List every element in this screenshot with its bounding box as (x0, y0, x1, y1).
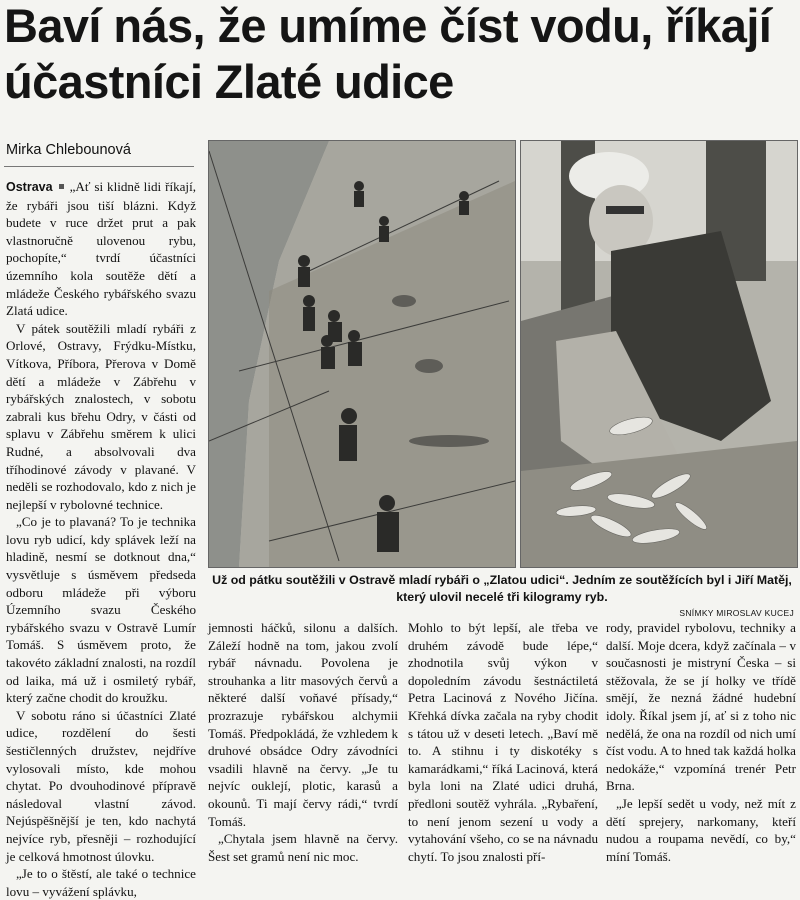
paragraph: Mohlo to být lepší, ale třeba ve druhém závodě bude lépe,“ zhodnotila svůj výkon v dopoledním závodu šestnáctiletá Petra Lacinová z Nového Jičína. Křehká dívka začala na ryby chodit s tátou už v deseti letech. „Baví mě to. A stihnu i ty diskotéky s kamarádkami,“ říká Lacinová, která byla loni na Zlaté udici druhá, předloni soutěž vyhrála. „Rybaření, to není jenom sezení u vody a vytahování všeho, co se na návnadu chytí. To jsou znalosti pří- (408, 620, 598, 864)
paragraph: „Je to o štěstí, ale také o technice lovu – vyvážení splávku, (6, 866, 196, 899)
boy-with-fish-illustration (521, 141, 797, 567)
paragraph: „Je lepší sedět u vody, než mít z dětí sprejery, narkomany, kteří nudou a roupama nevědí, co by,“ míní Tomáš. (606, 795, 796, 864)
lead-paragraph (6, 178, 196, 320)
river-bank-illustration (209, 141, 515, 567)
article-column-3 (408, 619, 598, 865)
paragraph: V sobotu ráno si účastníci Zlaté udice, rozdělení do šesti šestičlenných družstev, nejdříve vylosovali místo, kde mohou chytat. Po dvouhodinové přípravě následoval vlastní závod. Nejúspěšnější je ten, kdo nachytá nejvíce ryb, přesněji – rozhodující je celková hmotnost úlovku. (6, 707, 196, 864)
photo-caption: Už od pátku soutěžili v Ostravě mladí rybáři o „Zlatou udici“. Jedním ze soutěžících byl i Jiří Matěj, který ulovil necelé tři kilogramy ryb. (212, 573, 792, 604)
dateline: Ostrava (6, 180, 53, 194)
photo-river-bank (208, 140, 516, 568)
byline: Mirka Chlebounová (6, 142, 131, 158)
paragraph: „Co je to plavaná? To je technika lovu ryb udicí, kdy splávek leží na hladině, nesmí se dotknout dna,“ vysvětluje s úsměvem předseda odboru mládeže při výboru Územního svazu Českého rybářského svazu v Ostravě Lumír Tomáš. S úsměvem proto, že takovéto základní znalosti, na rozdíl od laika, má už i osmiletý rybář, který začne chodit do kroužku. (6, 514, 196, 706)
paragraph: „Chytala jsem hlavně na červy. Šest set gramů není nic moc. (208, 831, 398, 864)
article-column-2 (208, 619, 398, 865)
paragraph: V pátek soutěžili mladí rybáři z Orlové, Ostravy, Frýdku-Místku, Vítkova, Příbora, Přerova v Domě dětí a mládeže v Zábřehu v rybářských znalostech, v sobotu zabrali kus břehu Odry, v části od splavu v Zábřehu směrem k ulici Rudné, a absolvovali dva tříhodinové závody v plavané. V neděli se rozhodovalo, kdo z nich je nejlepší v rybolovné technice. (6, 320, 196, 512)
article-column-1 (6, 178, 196, 900)
paragraph: jemnosti háčků, silonu a dalších. Záleží hodně na tom, jakou zvolí rybář návnadu. Povolena je strouhanka a litr masových červů a některé další voňavé přísady,“ prozrazuje rybářskou alchymii Tomáš. Předpokládá, že vzhledem k druhové obsádce Odry závodníci vsadili hlavně na červy. „Je tu nejvíc ouklejí, plotic, karasů a okounů. Ti mají červy rádi,“ tvrdí Tomáš. (208, 620, 398, 829)
headline: Baví nás, že umíme číst vodu, říkají účastníci Zlaté udice (4, 0, 772, 108)
article-column-4 (606, 619, 796, 865)
paragraph: rody, pravidel rybolovu, techniky a další. Moje dcera, když začínala – v současnosti je mistryní Česka – si stěžovala, že se jí holky ve třídě smějí, že nezná žádné hudební idoly. Říkal jsem jí, ať si z toho nic nedělá, že ona na rozdíl od nich umí číst vodu. A to hned tak každá holka nedokáže,“ vzpomíná trenér Petr Brna. (606, 620, 796, 794)
paragraph-text: „Ať si klidně lidi říkají, že rybáři jsou tiší blázni. Když budete v ruce držet prut a pak vlastnoručně ulovenou rybu, pochopíte,“ tvrdí účastníci územního kola soutěže dětí a mládeže Českého rybářského svazu Zlatá udice. (6, 179, 196, 319)
photo-credit: SNÍMKY MIROSLAV KUCEJ (679, 608, 794, 618)
dateline-marker (59, 184, 64, 189)
photo-boy-with-catch (520, 140, 798, 568)
byline-rule (4, 166, 194, 167)
